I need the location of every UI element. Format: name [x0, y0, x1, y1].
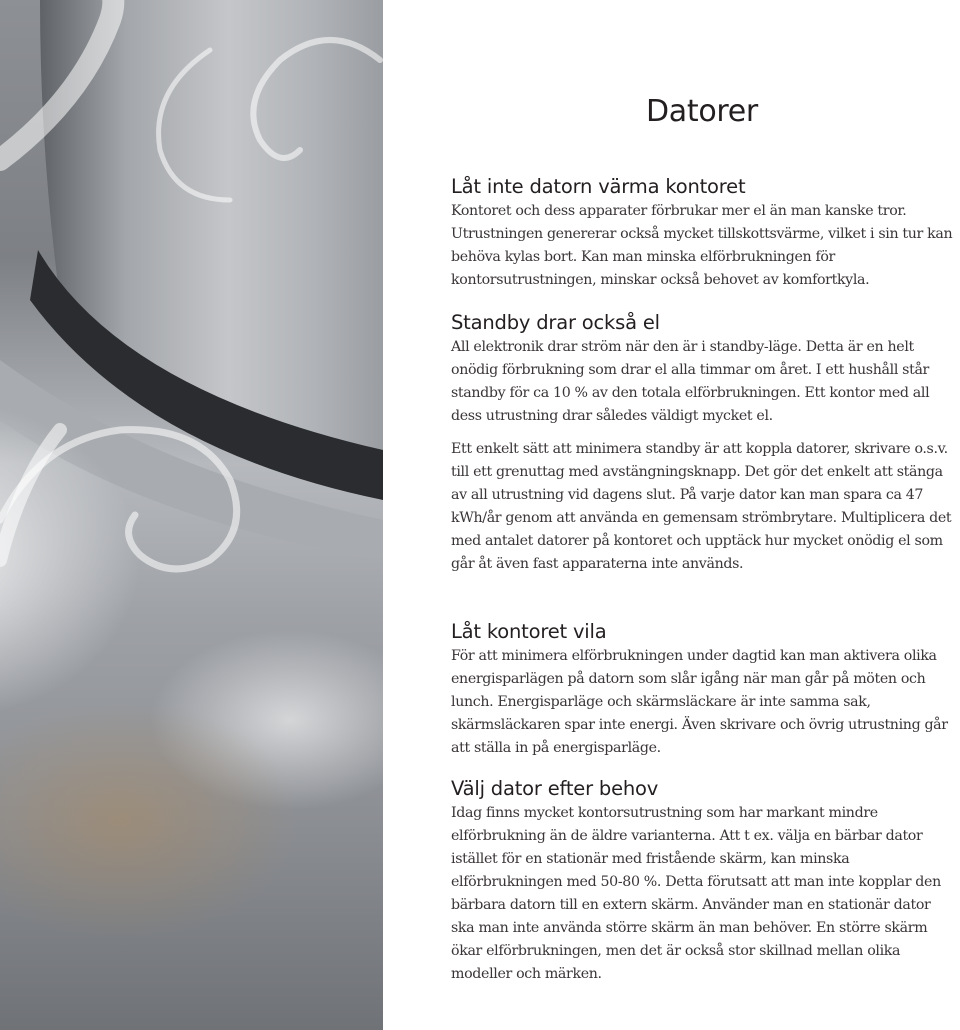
section-heading: Låt inte datorn värma kontoret [451, 175, 746, 198]
section-paragraph: Idag finns mycket kontorsutrustning som har markant mindre elförbrukning än de äldre varianterna. Att t ex. välja en bärbar dator istället för en stationär med fristående skärm, kan minska elförbrukningen med 50-80 %. Detta förutsatt att man inte kopplar den bärbara datorn till en extern skärm. Använder man en stationär dator ska man inte använda större skärm än man behöver. En större skärm ökar elförbrukningen, men det är också stor skillnad mellan olika modeller och märken. [451, 805, 941, 982]
section-paragraph: Ett enkelt sätt att minimera standby är att koppla datorer, skrivare o.s.v. till ett grenuttag med avstängningsknapp. Det gör det enkelt att stänga av all utrustning vid dagens slut. På varje dator kan man spara ca 47 kWh/år genom att använda en gemensam strömbrytare. Multiplicera det med antalet datorer på kontoret och upptäck hur mycket onödig el som går åt även fast apparaterna inte används. [451, 441, 952, 572]
section-standby [451, 310, 955, 576]
page-title: Datorer [646, 94, 758, 129]
section-rest [451, 619, 955, 760]
metal-object-photo [0, 0, 383, 1030]
section-heading: Välj dator efter behov [451, 777, 659, 800]
section-heat [451, 174, 955, 292]
section-heading: Standby drar också el [451, 311, 660, 334]
section-paragraph: All elektronik drar ström när den är i standby-läge. Detta är en helt onödig förbrukning som drar el alla timmar om året. I ett hushåll står standby för ca 10 % av den totala elförbrukningen. Ett kontor med all dess utrustning drar således väldigt mycket el. [451, 339, 930, 424]
photo-illustration [0, 0, 383, 1030]
section-choose-computer [451, 776, 955, 986]
section-paragraph: För att minimera elförbrukningen under dagtid kan man aktivera olika energisparlägen på datorn som slår igång när man går på möten och lunch. Energisparläge och skärmsläckare är inte samma sak, skärmsläckaren spar inte energi. Även skrivare och övrig utrustning går att ställa in på energisparläge. [451, 648, 948, 756]
section-paragraph: Kontoret och dess apparater förbrukar mer el än man kanske tror. Utrustningen genererar också mycket tillskottsvärme, vilket i sin tur kan behöva kylas bort. Kan man minska elförbrukningen för kontorsutrustningen, minskar också behovet av komfortkyla. [451, 203, 953, 288]
section-heading: Låt kontoret vila [451, 620, 607, 643]
